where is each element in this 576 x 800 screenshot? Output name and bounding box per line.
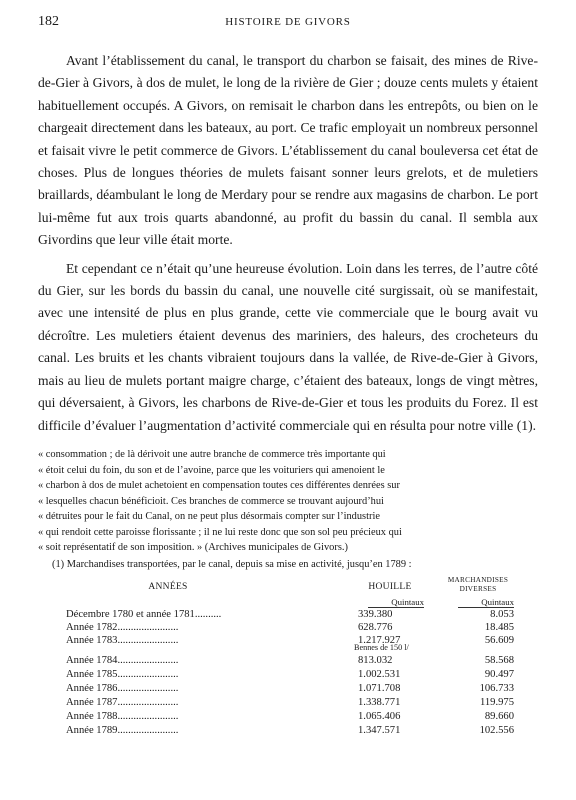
paragraph-2: Et cependant ce n’était qu’une heureuse évolution. Loin dans les terres, de l’autre côté du Gier, sur les bords du bassin du canal, une nouvelle cité surgissait, où se manifestait, avec une intensité de plus en plus grande, cette vie commerciale que le bourg avait vu décroître. Les muletiers étaient devenus des mariniers, des haleurs, des crocheteurs du canal. Les bruits et les chants vibraient toujours dans la vallée, de Rive-de-Gier à Givors, mais au lieu de mulets portant maigre charge, c’étaient des bateaux, longs de vingt mètres, qui déversaient, à Givors, les charbons de Rive-de-Gier et tous les produits du Forez. Il est difficile d’évaluer l’augmentation d’activité commerciale qui en résulta pour notre ville (1). bbox=[38, 260, 538, 433]
quote-line: « consommation ; de là dérivoit une autre branche de commerce très importante qui bbox=[38, 448, 386, 460]
table-row bbox=[38, 711, 538, 725]
body-text bbox=[38, 50, 538, 437]
quote-line: « qui rendoit cette paroisse florissante ; il ne lui reste donc que son sol peu précieux qui bbox=[38, 526, 402, 538]
row-houille: 813.032 bbox=[358, 655, 393, 667]
quote-line: « détruites pour le fait du Canal, on ne peut plus désormais compter sur l’industrie bbox=[38, 511, 380, 523]
table-row bbox=[38, 609, 538, 623]
row-label: Année 1788....................... bbox=[66, 711, 179, 723]
row-houille: 1.071.708 bbox=[358, 683, 401, 695]
row-houille: 1.338.771 bbox=[358, 697, 401, 709]
row-marchandises: 102.556 bbox=[479, 725, 514, 737]
freight-table bbox=[38, 576, 538, 776]
quote-line: « charbon à dos de mulet achetoient en compensation toutes ces différentes denrées sur bbox=[38, 480, 400, 492]
table-row bbox=[38, 725, 538, 739]
quote-line: « étoit celui du foin, du son et de l’avoine, parce que les voituriers qui amenoient le bbox=[38, 464, 385, 476]
unit-marchandises: Quintaux bbox=[458, 597, 514, 608]
row-houille: 1.217.927 bbox=[358, 635, 401, 647]
row-label: Année 1786....................... bbox=[66, 683, 179, 695]
table-header-years: ANNÉES bbox=[148, 582, 188, 593]
table-row bbox=[38, 635, 538, 649]
running-title: HISTOIRE DE GIVORS bbox=[225, 16, 351, 28]
row-marchandises: 18.485 bbox=[484, 622, 514, 634]
unit-houille: Quintaux bbox=[368, 597, 424, 608]
row-label: Décembre 1780 et année 1781.......... bbox=[66, 609, 222, 621]
archive-quotation bbox=[38, 447, 538, 556]
row-label: Année 1785....................... bbox=[66, 669, 179, 681]
page-number: 182 bbox=[38, 14, 59, 29]
row-label: Année 1784....................... bbox=[66, 655, 179, 667]
row-marchandises: 58.568 bbox=[484, 655, 514, 667]
unit-bennes: Bennes de 150 l/ bbox=[354, 643, 409, 653]
row-label: Année 1783....................... bbox=[66, 635, 179, 647]
row-houille: 1.065.406 bbox=[358, 711, 401, 723]
row-marchandises: 119.975 bbox=[479, 697, 514, 709]
paragraph-1: Avant l’établissement du canal, le transport du charbon se faisait, des mines de Rive-de-Gier à Givors, à dos de mulet, le long de la rivière de Gier ; douze cents mulets y étaient habituellement occupés. A Givors, on remisait le charbon dans les entrepôts, ou bien on le chargeait directement dans les bateaux, au port. Ce trafic employait un nombreux personnel et faisait vivre le petit commerce de Givors. L’établissement du canal bouleversa cet état de choses. Plus de longues théories de mulets faisant sonner leurs grelots, et de muletiers braillards, déambulant le long de Merdary pour se rendre aux magasins de charbon. Le port lui-même fut aux trois quarts abandonné, au profit du bassin du canal. Il sembla aux Givordins que leur ville était morte. bbox=[38, 53, 538, 248]
row-label: Année 1782....................... bbox=[66, 622, 179, 634]
row-marchandises: 56.609 bbox=[484, 635, 514, 647]
row-label: Année 1789....................... bbox=[66, 725, 179, 737]
footnote: (1) Marchandises transportées, par le canal, depuis sa mise en activité, jusqu’en 1789 : bbox=[52, 559, 412, 571]
row-houille: 628.776 bbox=[358, 622, 393, 634]
table-header-houille: HOUILLE bbox=[368, 582, 412, 593]
quote-line: « soit représentatif de son imposition. » (Archives municipales de Givors.) bbox=[38, 542, 348, 554]
quote-line: « lesquelles chacun bénéficioit. Ces branches de commerce se trouvant aujourd’hui bbox=[38, 495, 384, 507]
row-marchandises: 106.733 bbox=[479, 683, 514, 695]
row-marchandises: 89.660 bbox=[484, 711, 514, 723]
table-header-marchandises: MARCHANDISES bbox=[447, 576, 509, 585]
book-page bbox=[38, 14, 538, 776]
table-row bbox=[38, 683, 538, 697]
table-row bbox=[38, 655, 538, 669]
row-houille: 1.002.531 bbox=[358, 669, 401, 681]
row-marchandises: 8.053 bbox=[490, 609, 514, 621]
table-row bbox=[38, 669, 538, 683]
row-label: Année 1787....................... bbox=[66, 697, 179, 709]
row-marchandises: 90.497 bbox=[484, 669, 514, 681]
table-header-diverses: DIVERSES bbox=[459, 585, 497, 594]
row-houille: 1.347.571 bbox=[358, 725, 401, 737]
row-houille: 339.380 bbox=[358, 609, 393, 621]
page-header bbox=[38, 14, 538, 36]
table-row bbox=[38, 697, 538, 711]
table-row bbox=[38, 622, 538, 636]
